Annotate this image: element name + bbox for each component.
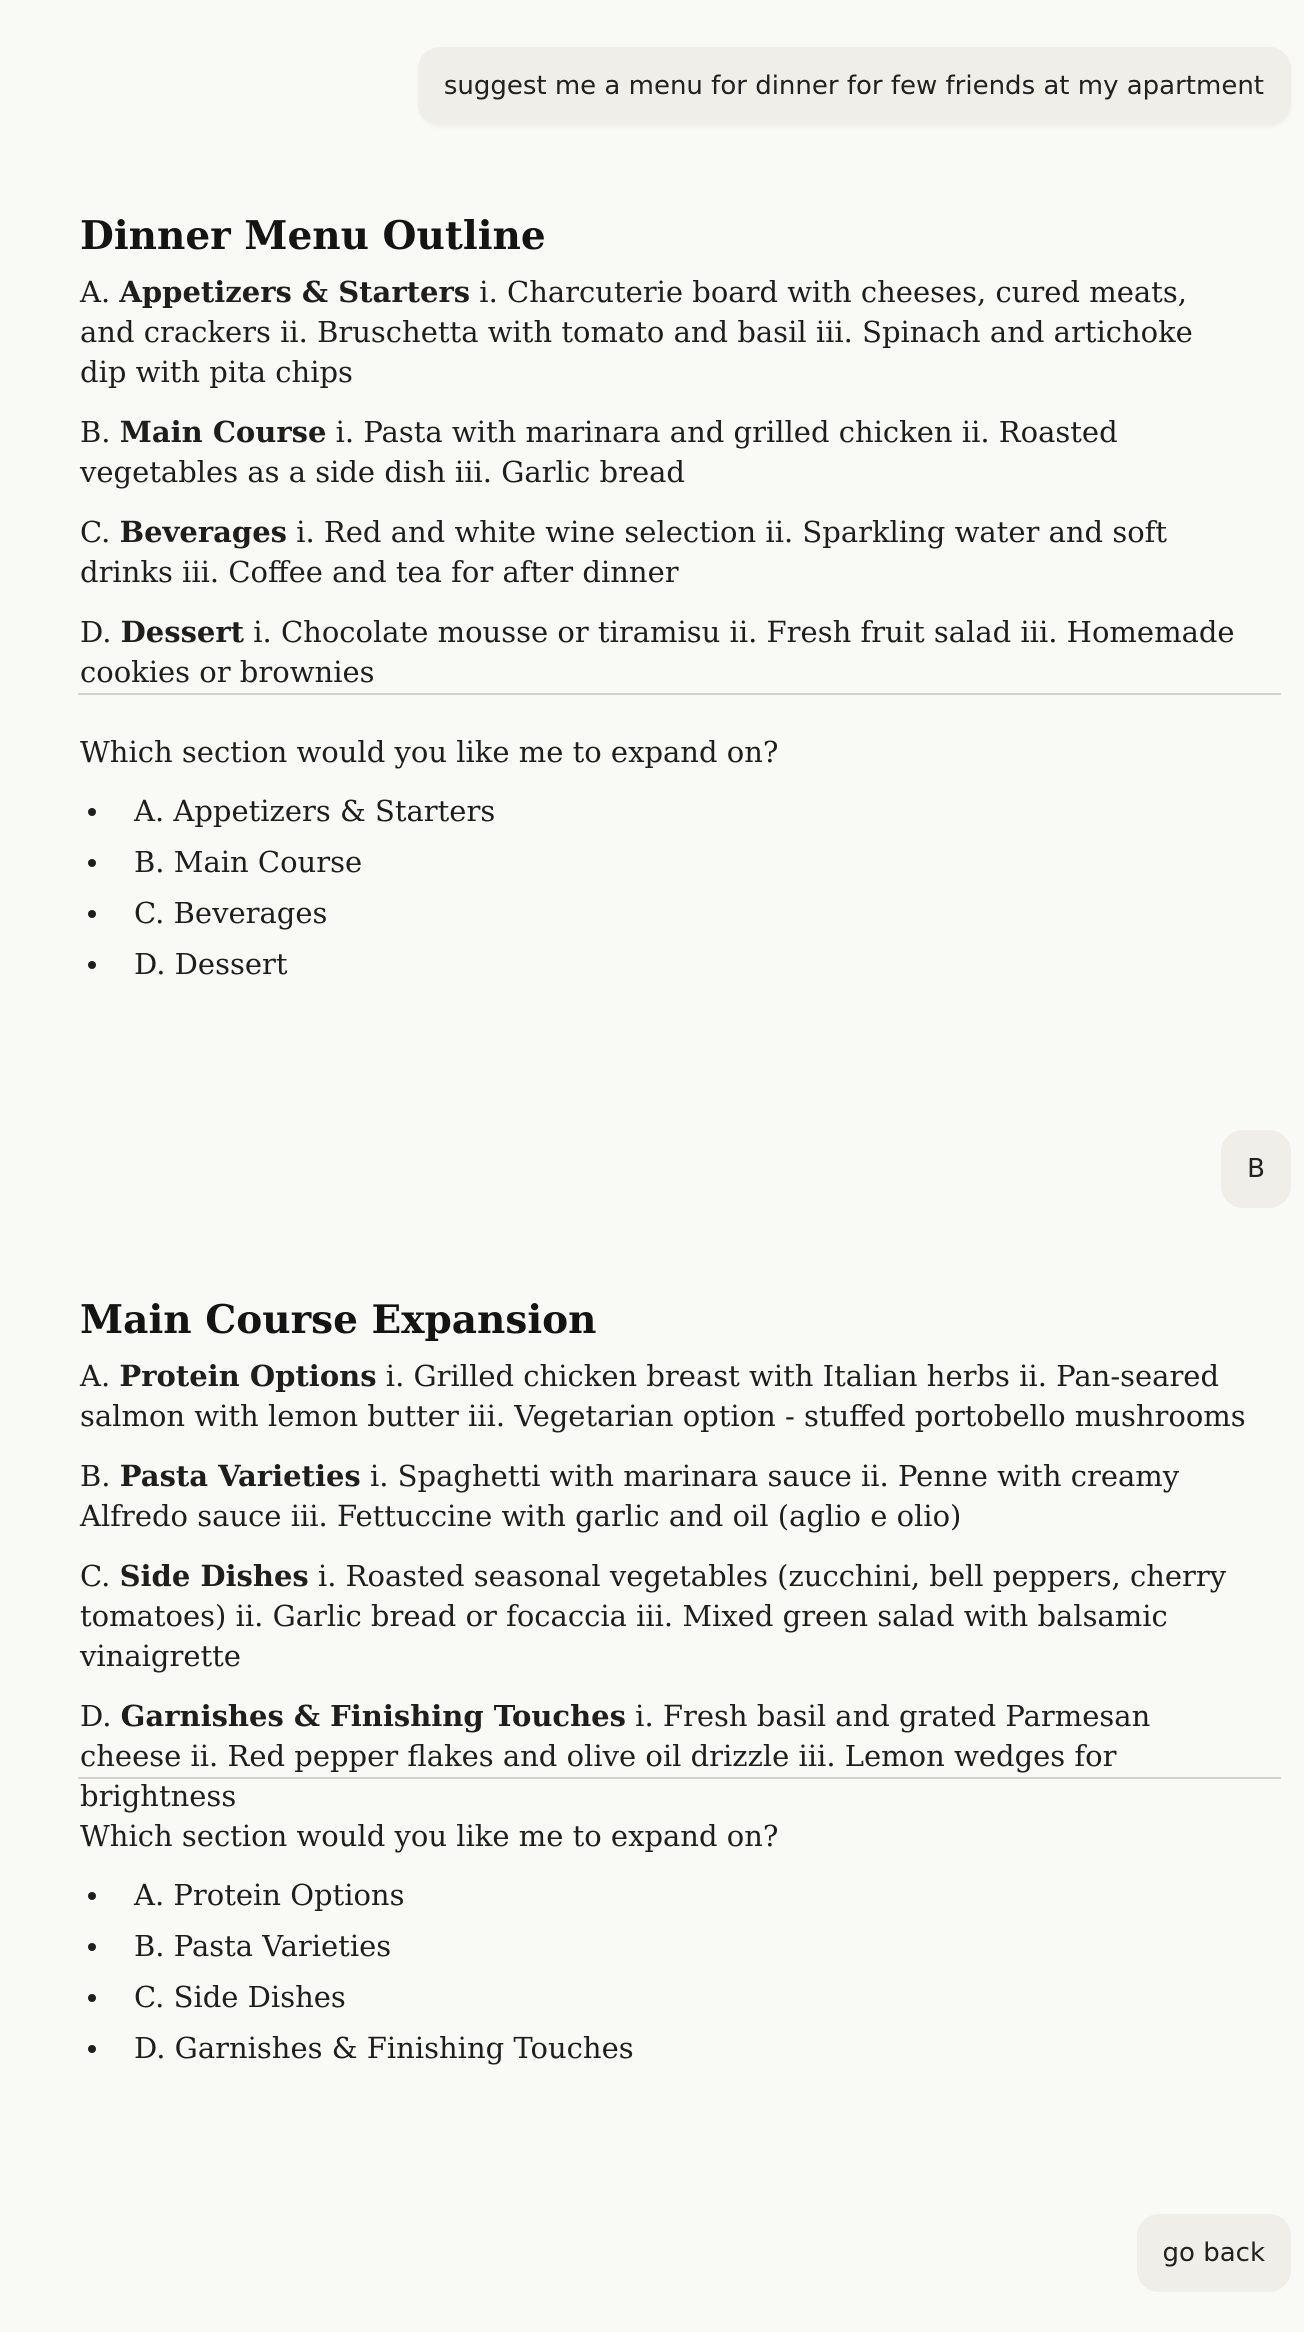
section-letter: C.	[80, 515, 111, 549]
section-letter: A.	[80, 1359, 111, 1393]
section-name: Main Course	[119, 415, 327, 449]
section-text: i. Charcuterie board with cheeses, cured meats, and crackers ii. Bruschetta with tomato and basil iii. Spinach and artichoke dip with pita chips	[80, 275, 1193, 389]
option-label: B. Main Course	[134, 845, 363, 879]
option-label: C. Beverages	[134, 896, 328, 930]
bullet-icon	[88, 1943, 96, 1951]
option-label: D. Dessert	[134, 947, 288, 981]
user-message-bubble[interactable]	[418, 47, 1291, 125]
list-item	[80, 1921, 1248, 1972]
user-message-bubble[interactable]	[1137, 2214, 1291, 2292]
section-letter: A.	[80, 275, 111, 309]
section-text: i. Fresh basil and grated Parmesan cheese ii. Red pepper flakes and olive oil drizzle iii. Lemon wedges for brightness	[80, 1699, 1151, 1813]
list-item	[80, 786, 1248, 837]
section-name: Appetizers & Starters	[119, 275, 471, 309]
option-label: A. Protein Options	[134, 1878, 405, 1912]
bullet-icon	[88, 2045, 96, 2053]
question-text: Which section would you like me to expand on?	[80, 735, 779, 769]
menu-section	[80, 412, 1248, 492]
section-name: Dessert	[120, 615, 245, 649]
horizontal-divider	[78, 1777, 1281, 1779]
section-text: i. Pasta with marinara and grilled chicken ii. Roasted vegetables as a side dish iii. Garlic bread	[80, 415, 1118, 489]
user-message-text: suggest me a menu for dinner for few friends at my apartment	[443, 71, 1264, 101]
option-list	[80, 786, 1248, 990]
response-heading: Dinner Menu Outline	[80, 213, 546, 259]
section-name: Pasta Varieties	[119, 1459, 361, 1493]
assistant-response	[80, 208, 1248, 712]
bullet-icon	[88, 910, 96, 918]
list-item	[80, 1870, 1248, 1921]
bullet-icon	[88, 859, 96, 867]
option-list	[80, 1870, 1248, 2074]
option-label: D. Garnishes & Finishing Touches	[134, 2031, 634, 2065]
section-name: Protein Options	[119, 1359, 377, 1393]
bullet-icon	[88, 961, 96, 969]
menu-section	[80, 1556, 1248, 1676]
section-letter: D.	[80, 615, 112, 649]
list-item	[80, 939, 1248, 990]
bullet-icon	[88, 1892, 96, 1900]
section-letter: B.	[80, 1459, 111, 1493]
menu-section	[80, 1356, 1248, 1436]
option-label: C. Side Dishes	[134, 1980, 346, 2014]
list-item	[80, 2023, 1248, 2074]
user-message-bubble[interactable]	[1221, 1130, 1291, 1208]
menu-section	[80, 612, 1248, 692]
question-text: Which section would you like me to expand on?	[80, 1819, 779, 1853]
section-name: Garnishes & Finishing Touches	[120, 1699, 626, 1733]
bullet-icon	[88, 808, 96, 816]
user-message-text: go back	[1162, 2238, 1265, 2268]
section-text: i. Red and white wine selection ii. Sparkling water and soft drinks iii. Coffee and tea for after dinner	[80, 515, 1168, 589]
section-text: i. Grilled chicken breast with Italian herbs ii. Pan-seared salmon with lemon butter iii. Vegetarian option - stuffed portobello mushrooms	[80, 1359, 1246, 1433]
menu-section	[80, 272, 1248, 392]
section-letter: D.	[80, 1699, 112, 1733]
section-text: i. Roasted seasonal vegetables (zucchini, bell peppers, cherry tomatoes) ii. Garlic bread or focaccia iii. Mixed green salad with balsamic vinaigrette	[80, 1559, 1227, 1673]
user-message-text: B	[1247, 1154, 1265, 1184]
followup-question	[80, 732, 1248, 990]
section-name: Side Dishes	[119, 1559, 309, 1593]
option-label: B. Pasta Varieties	[134, 1929, 392, 1963]
menu-section	[80, 512, 1248, 592]
bullet-icon	[88, 1994, 96, 2002]
section-text: i. Chocolate mousse or tiramisu ii. Fresh fruit salad iii. Homemade cookies or brownies	[80, 615, 1235, 689]
section-letter: C.	[80, 1559, 111, 1593]
section-name: Beverages	[119, 515, 287, 549]
list-item	[80, 888, 1248, 939]
assistant-response	[80, 1292, 1248, 1836]
list-item	[80, 837, 1248, 888]
section-text: i. Spaghetti with marinara sauce ii. Penne with creamy Alfredo sauce iii. Fettuccine with garlic and oil (aglio e olio)	[80, 1459, 1180, 1533]
menu-section	[80, 1456, 1248, 1536]
response-heading: Main Course Expansion	[80, 1297, 597, 1343]
section-letter: B.	[80, 415, 111, 449]
followup-question	[80, 1816, 1248, 2074]
option-label: A. Appetizers & Starters	[134, 794, 496, 828]
menu-section	[80, 1696, 1248, 1816]
horizontal-divider	[78, 693, 1281, 695]
list-item	[80, 1972, 1248, 2023]
